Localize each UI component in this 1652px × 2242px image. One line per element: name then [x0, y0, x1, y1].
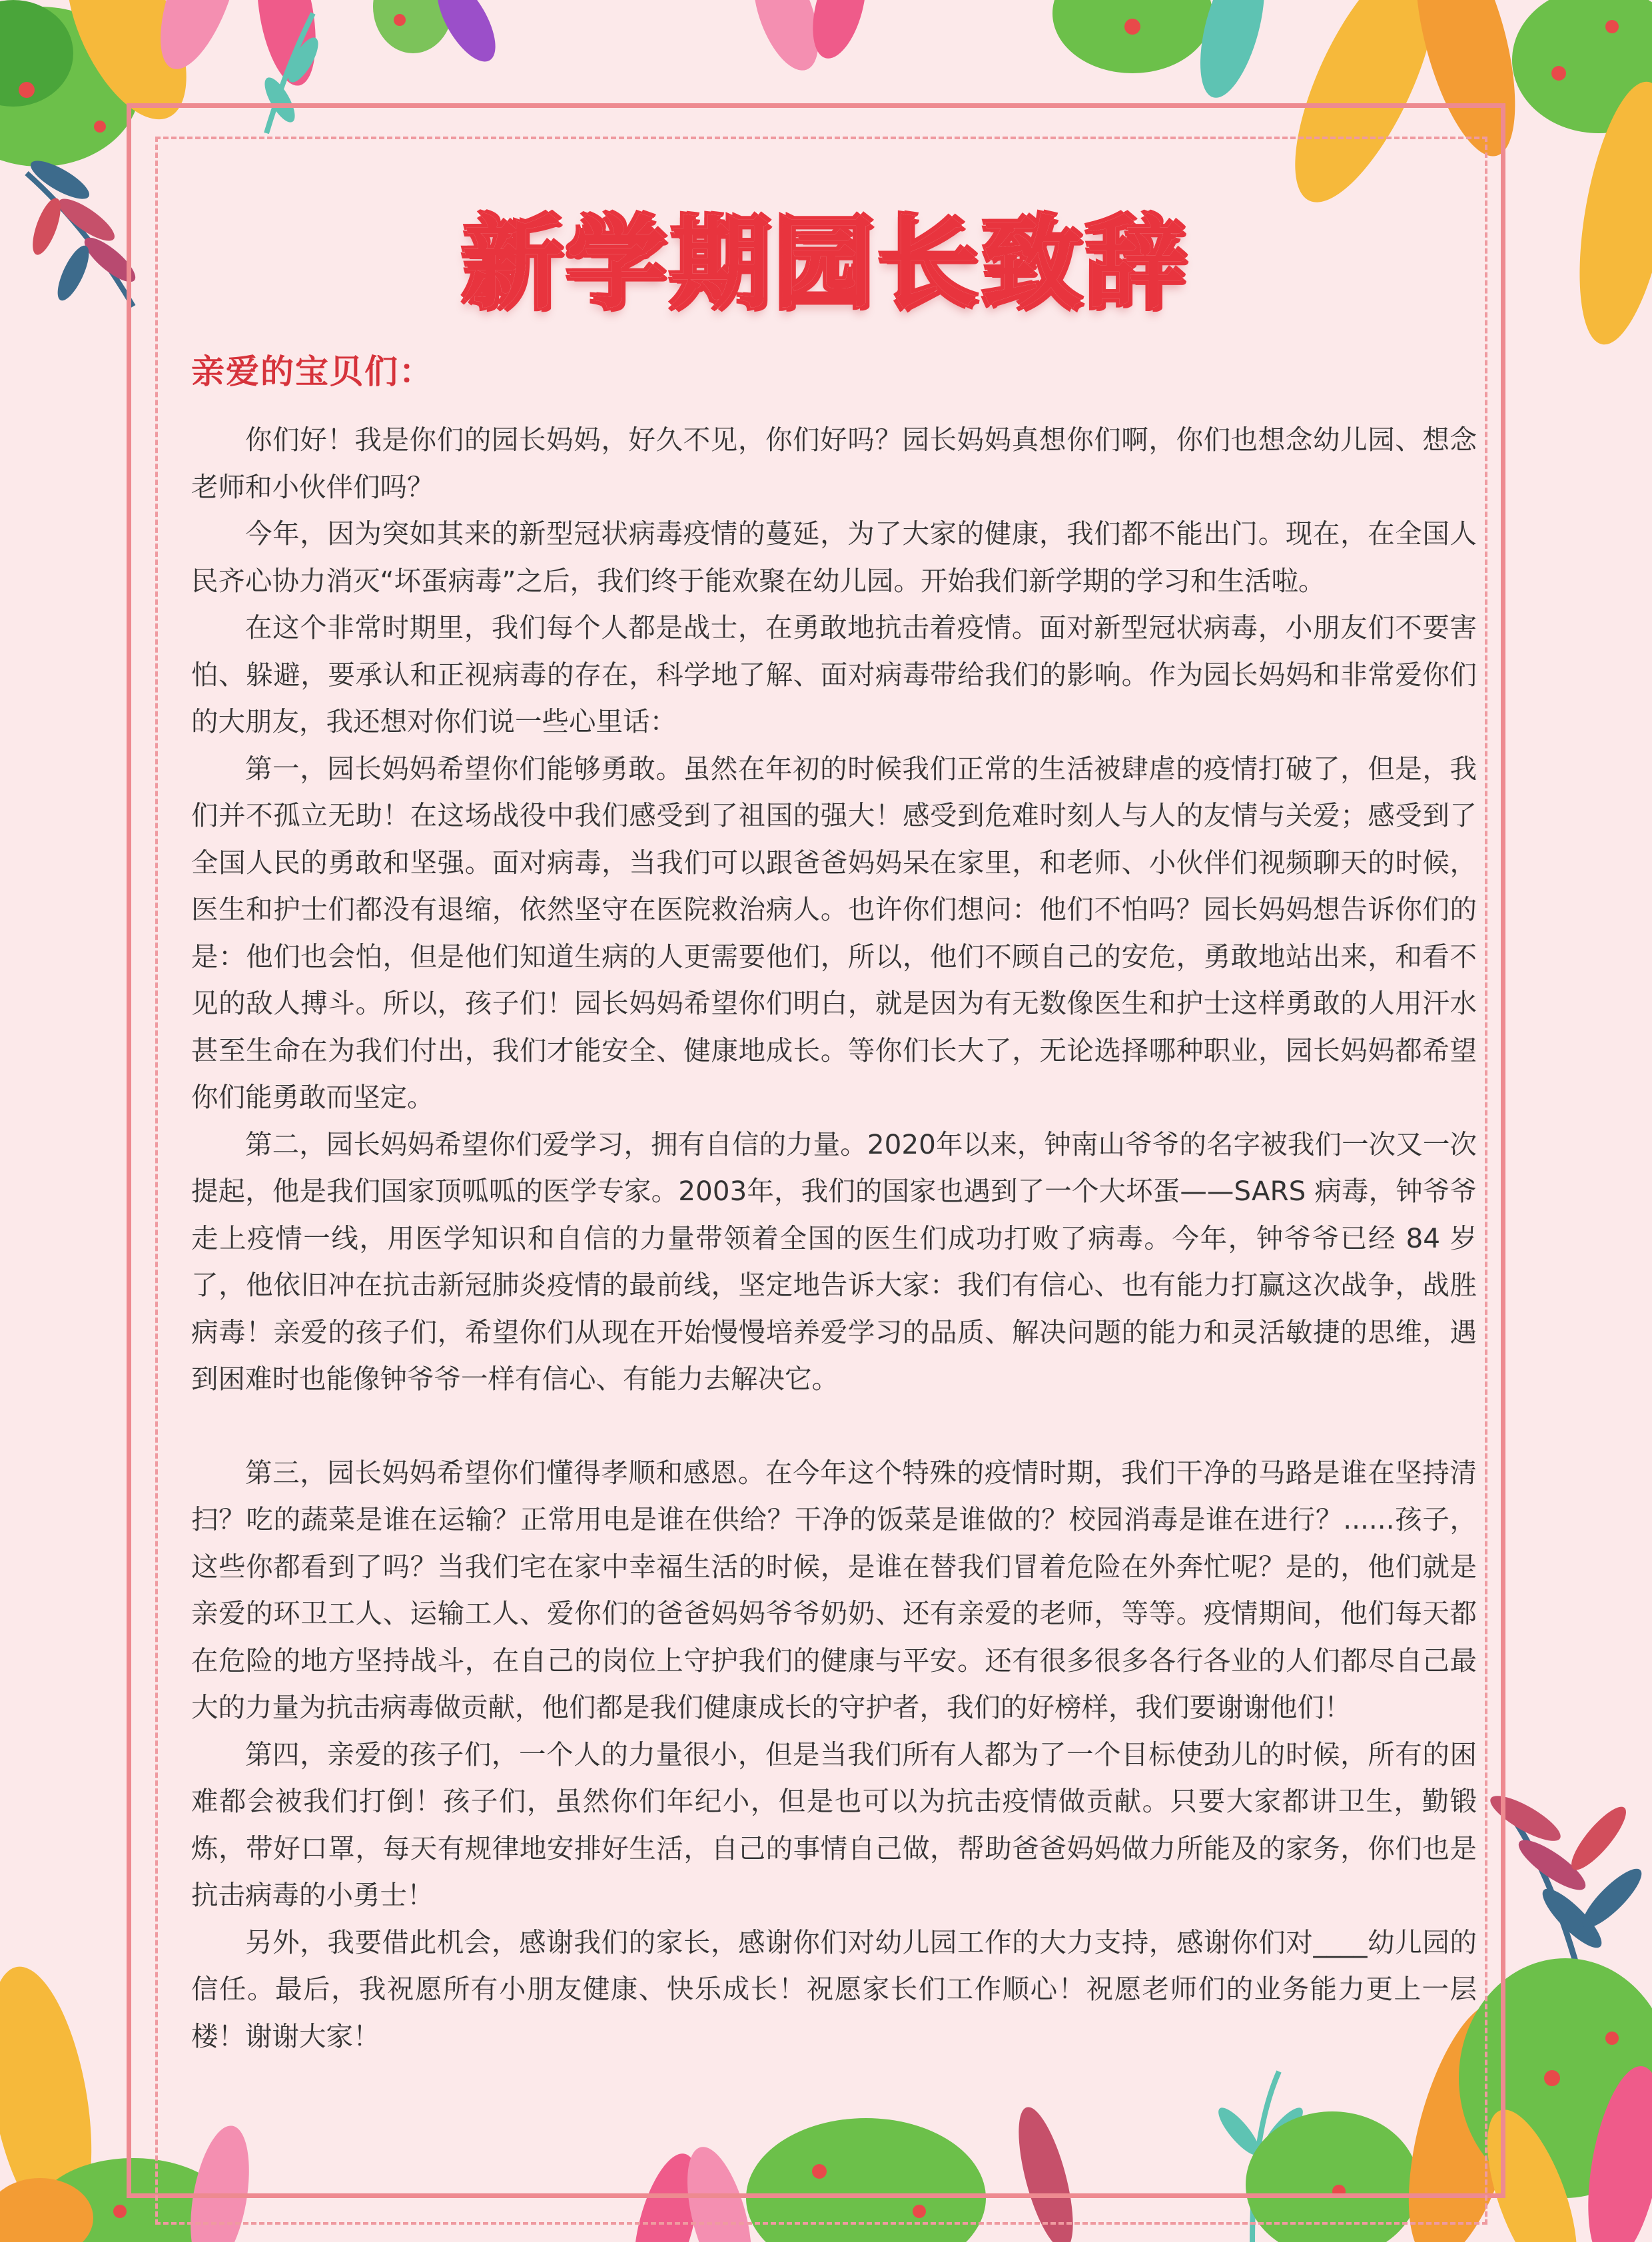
paragraph-4: 第一，园长妈妈希望你们能够勇敢。虽然在年初的时候我们正常的生活被肆虐的疫情打破了，但是，我们并不孤立无助！在这场战役中我们感受到了祖国的强大！感受到危难时刻人与人的友情与关爱；感受到了全国人民的勇敢和坚强。面对病毒，当我们可以跟爸爸妈妈呆在家里，和老师、小伙伴们视频聊天的时候，医生和护士们都没有退缩，依然坚守在医院救治病人。也许你们想问：他们不怕吗？园长妈妈想告诉你们的是：他们也会怕，但是他们知道生病的人更需要他们，所以，他们不顾自己的安危，勇敢地站出来，和看不见的敌人搏斗。所以，孩子们！园长妈妈希望你们明白，就是因为有无数像医生和护士这样勇敢的人用汗水甚至生命在为我们付出，我们才能安全、健康地成长。等你们长大了，无论选择哪种职业，园长妈妈都希望你们能勇敢而坚定。	[191, 752, 1477, 1113]
paragraph-3: 在这个非常时期里，我们每个人都是战士，在勇敢地抗击着疫情。面对新型冠状病毒，小朋友们不要害怕、躲避，要承认和正视病毒的存在，科学地了解、面对病毒带给我们的影响。作为园长妈妈和非常爱你们的大朋友，我还想对你们说一些心里话：	[191, 611, 1477, 737]
paragraph-7: 第四，亲爱的孩子们，一个人的力量很小，但是当我们所有人都为了一个目标使劲儿的时候，所有的困难都会被我们打倒！孩子们，虽然你们年纪小，但是也可以为抗击疫情做贡献。只要大家都讲卫生，勤锻炼，带好口罩，每天有规律地安排好生活，自己的事情自己做，帮助爸爸妈妈做力所能及的家务，你们也是抗击病毒的小勇士！	[191, 1738, 1477, 1911]
paragraph-6: 第三，园长妈妈希望你们懂得孝顺和感恩。在今年这个特殊的疫情时期，我们干净的马路是谁在坚持清扫？吃的蔬菜是谁在运输？正常用电是谁在供给？干净的饭菜是谁做的？校园消毒是谁在进行？......孩子，这些你都看到了吗？当我们宅在家中幸福生活的时候，是谁在替我们冒着危险在外奔忙呢？是的，他们就是亲爱的环卫工人、运输工人、爱你们的爸爸妈妈爷爷奶奶、还有亲爱的老师，等等。疫情期间，他们每天都在危险的地方坚持战斗，在自己的岗位上守护我们的健康与平安。还有很多很多各行各业的人们都尽自己最大的力量为抗击病毒做贡献，他们都是我们健康成长的守护者，我们的好榜样，我们要谢谢他们！	[191, 1456, 1477, 1723]
greeting: 亲爱的宝贝们：	[191, 352, 434, 391]
top-center-petals-icon	[426, 0, 875, 79]
paragraph-2: 今年，因为突如其来的新型冠状病毒疫情的蔓延，为了大家的健康，我们都不能出门。现在，在全国人民齐心协力消灭“坏蛋病毒”之后，我们终于能欢聚在幼儿园。开始我们新学期的学习和生活啦。	[191, 518, 1477, 597]
paragraph-8: 另外，我要借此机会，感谢我们的家长，感谢你们对幼儿园工作的大力支持，感谢你们对____幼儿园的信任。最后，我祝愿所有小朋友健康、快乐成长！祝愿家长们工作顺心！祝愿老师们的业务能力更上一层楼！谢谢大家！	[191, 1926, 1477, 2052]
page-title: 新学期园长致辞	[462, 206, 1190, 322]
paragraph-1: 你们好！我是你们的园长妈妈，好久不见，你们好吗？园长妈妈真想你们啊，你们也想念幼儿园、想念老师和小伙伴们吗？	[191, 424, 1477, 503]
letter-body	[191, 416, 1477, 2059]
paragraph-5: 第二，园长妈妈希望你们爱学习，拥有自信的力量。2020年以来，钟南山爷爷的名字被我们一次又一次提起，他是我们国家顶呱呱的医学专家。2003年，我们的国家也遇到了一个大坏蛋——SARS 病毒，钟爷爷走上疫情一线，用医学知识和自信的力量带领着全国的医生们成功打败了病毒。今年，钟爷爷已经 84 岁了，他依旧冲在抗击新冠肺炎疫情的最前线，坚定地告诉大家：我们有信心、也有能力打赢这次战争，战胜病毒！亲爱的孩子们，希望你们从现在开始慢慢培养爱学习的品质、解决问题的能力和灵活敏捷的思维，遇到困难时也能像钟爷爷一样有信心、有能力去解决它。	[191, 1128, 1477, 1395]
